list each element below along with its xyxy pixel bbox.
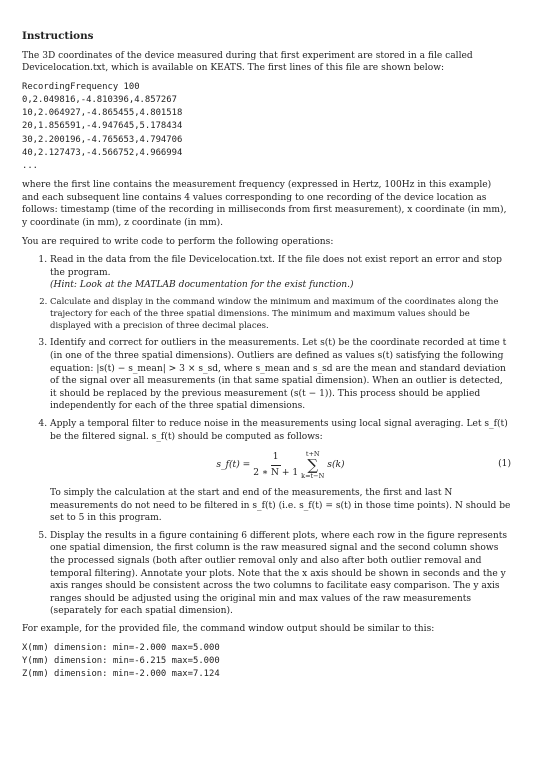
equation-number: (1)	[498, 459, 511, 470]
list-item	[50, 337, 511, 413]
item-after-text: To simply the calculation at the start and end of the measurements, the first and last N measurements do not need to be filtered in s_f(t) (i.e. s_f(t) = s(t) in those time points). N should be set to 5 in this program.	[50, 488, 511, 524]
command-output	[22, 642, 511, 682]
equation-term: s(k)	[327, 459, 345, 470]
intro-paragraph: The 3D coordinates of the device measured during that first experiment are stored in a file called Devicelocation.txt, which is available on KEATS. The first lines of this file are shown below:	[22, 50, 473, 74]
file-line: 10,2.064927,-4.865455,4.801518	[22, 108, 183, 119]
fraction-numerator: 1	[271, 451, 281, 466]
operations-list	[22, 254, 511, 618]
list-item	[50, 297, 511, 332]
file-preview	[22, 81, 511, 173]
sum-upper-limit: t+N	[305, 450, 320, 459]
item-hint: (Hint: Look at the MATLAB documentation for the exist function.)	[50, 280, 354, 291]
item-text: Read in the data from the file Devicelocation.txt. If the file does not exist report an error and stop the program.	[50, 255, 502, 278]
description-paragraph: where the first line contains the measurement frequency (expressed in Hertz, 100Hz in this example) and each subsequent line contains 4 values corresponding to one recording of the device location as follows: timestamp (time of the recording in milliseconds from first measurement), x coordinate (in mm), y coordinate (in mm), z coordinate (in mm).	[22, 180, 507, 228]
sigma-symbol: ∑	[307, 456, 319, 475]
example-intro: For example, for the provided file, the command window output should be similar to this:	[22, 624, 435, 635]
list-item	[50, 418, 511, 525]
summation	[301, 450, 324, 480]
output-line: Y(mm) dimension: min=-6.215 max=5.000	[22, 655, 220, 666]
list-item	[50, 530, 511, 618]
required-paragraph: You are required to write code to perform the following operations:	[22, 236, 334, 247]
file-line: ...	[22, 161, 39, 171]
equation-fraction	[253, 451, 298, 479]
equation	[50, 445, 511, 485]
item-text: Identify and correct for outliers in the measurements. Let s(t) be the coordinate recorded at time t (in one of the three spatial dimensions). Outliers are defined as values s(t) satisfying the following equation: |s(t) − s_mean| > 3 × s_sd, where s_mean and s_sd are the mean and standard deviation of the signal over all measurements (in that same spatial dimension). When an outlier is detected, it should be replaced by the previous measurement (s(t − 1)). This process should be applied independently for each of the three spatial dimensions.	[50, 338, 507, 412]
item-text: Calculate and display in the command window the minimum and maximum of the coordinates along the trajectory for each of the three spatial dimensions. The minimum and maximum values should be displayed with a precision of three decimal places.	[50, 296, 499, 331]
list-item	[50, 254, 511, 292]
file-line: RecordingFrequency 100	[22, 81, 140, 92]
equation-lhs: s_f(t) =	[216, 459, 251, 470]
file-line: 40,2.127473,-4.566752,4.966994	[22, 147, 183, 158]
output-line: X(mm) dimension: min=-2.000 max=5.000	[22, 642, 220, 653]
item-text: Display the results in a figure containing 6 different plots, where each row in the figure represents one spatial dimension, the first column is the raw measured signal and the second column shows the processed signals (both after outlier removal only and also after both outlier removal and temporal filtering). Annotate your plots. Note that the x axis should be shown in seconds and the y axis ranges should be consistent across the two columns to facilitate easy comparison. The y axis ranges should be adjusted using the original min and max values of the raw measurements (separately for each spatial dimension).	[50, 530, 508, 617]
file-line: 20,1.856591,-4.947645,5.178434	[22, 121, 183, 132]
item-text: Apply a temporal filter to reduce noise in the measurements using local signal averaging. Let s_f(t) be the filtered signal. s_f(t) should be computed as follows:	[50, 418, 508, 442]
output-line: Z(mm) dimension: min=-2.000 max=7.124	[22, 669, 220, 680]
page-title: Instructions	[22, 30, 94, 42]
sum-lower-limit: k=t−N	[301, 472, 325, 481]
file-line: 30,2.200196,-4.765653,4.794706	[22, 134, 183, 145]
fraction-denominator: 2 ∗ N + 1	[253, 467, 299, 478]
file-line: 0,2.049816,-4.810396,4.857267	[22, 94, 177, 105]
